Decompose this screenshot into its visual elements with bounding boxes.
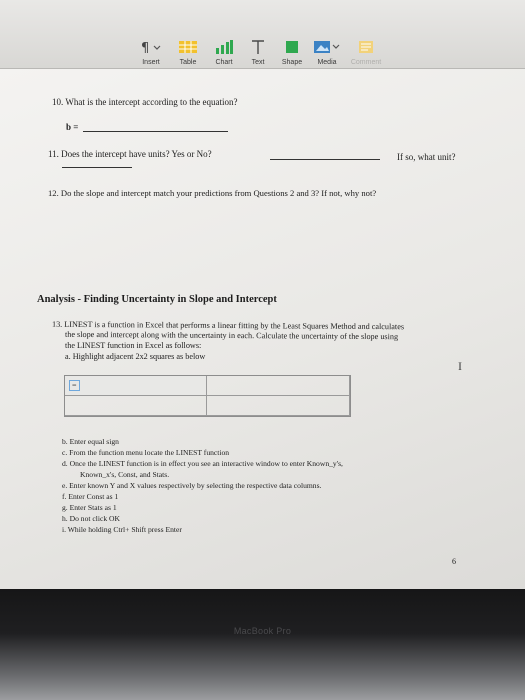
question-10: 10. What is the intercept according to the equation? <box>52 97 238 107</box>
comment-label: Comment <box>350 59 382 66</box>
comment-button[interactable] <box>340 38 392 66</box>
step-h: h. Do not click OK <box>62 514 120 523</box>
grid-cell[interactable] <box>207 376 350 396</box>
step-d-continued: Known_x's, Const, and Stats. <box>80 470 170 479</box>
grid-cell[interactable] <box>65 376 207 396</box>
comment-icon <box>340 38 392 56</box>
page-number: 6 <box>452 557 456 566</box>
grid-cell[interactable] <box>65 396 207 416</box>
insert-label: Insert <box>142 59 160 66</box>
media-label: Media <box>317 59 337 66</box>
step-e: e. Enter known Y and X values respectively by selecting the respective data columns. <box>62 481 322 490</box>
unit-answer-blank[interactable] <box>62 157 132 168</box>
intercept-answer-row <box>66 122 228 132</box>
table-label: Table <box>179 59 197 66</box>
toolbar <box>0 0 525 69</box>
laptop-brand-label: MacBook Pro <box>233 626 292 636</box>
spreadsheet-grid[interactable] <box>64 375 351 417</box>
question-13-line-3: the LINEST function in Excel as follows: <box>65 341 202 350</box>
shape-label: Shape <box>281 59 303 66</box>
step-d: d. Once the LINEST function is in effect you see an interactive window to enter Known_y's, <box>62 459 343 468</box>
text-label: Text <box>251 59 265 66</box>
step-a: a. Highlight adjacent 2x2 squares as below <box>65 352 206 361</box>
step-c: c. From the function menu locate the LINEST function <box>62 448 230 457</box>
question-13-line-2: the slope and intercept along with the uncertainty in each. Calculate the uncertainty of the slope using <box>64 329 399 342</box>
step-f: f. Enter Const as 1 <box>62 492 119 501</box>
intercept-answer-blank[interactable] <box>83 131 228 132</box>
question-11-unit: If so, what unit? <box>397 152 456 162</box>
document-page[interactable] <box>0 69 525 589</box>
equal-sign: = <box>69 380 80 391</box>
step-g: g. Enter Stats as 1 <box>62 503 117 512</box>
text-cursor-icon: I <box>458 359 462 373</box>
laptop-bezel <box>0 589 525 700</box>
question-13-line-1: 13. LINEST is a function in Excel that performs a linear fitting by the Least Squares Method and calculates <box>51 319 405 332</box>
question-12: 12. Do the slope and intercept match your predictions from Questions 2 and 3? If not, why not? <box>48 188 377 198</box>
question-11: 11. Does the intercept have units? Yes or No? <box>48 149 212 159</box>
step-i: i. While holding Ctrl+ Shift press Enter <box>62 525 182 534</box>
svg-text:¶: ¶ <box>141 41 150 54</box>
chart-label: Chart <box>215 59 233 66</box>
step-b: b. Enter equal sign <box>62 437 119 446</box>
units-answer-blank[interactable] <box>270 148 380 160</box>
b-label: b = <box>66 122 79 132</box>
analysis-heading: Analysis - Finding Uncertainty in Slope and Intercept <box>37 294 277 305</box>
grid-cell[interactable] <box>207 396 350 416</box>
